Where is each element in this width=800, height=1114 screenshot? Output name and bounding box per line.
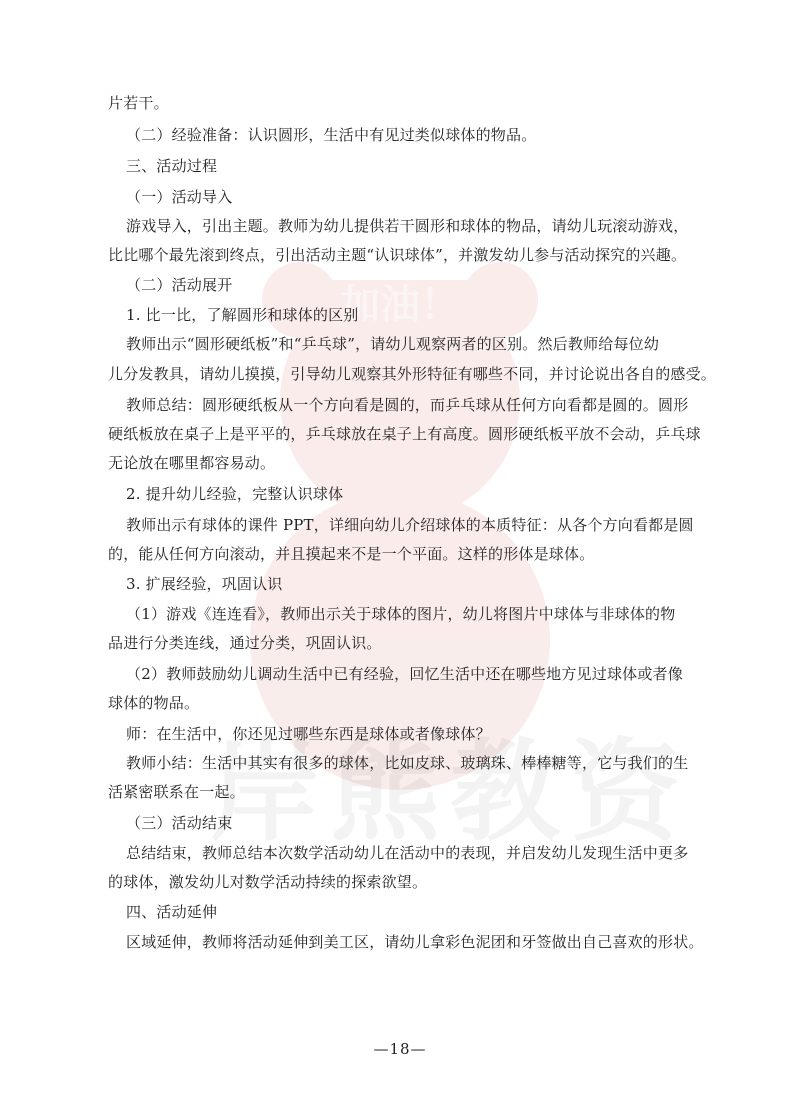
text-line: 无论放在哪里都容易动。 <box>108 454 276 472</box>
text-line: 教师总结：圆形硬纸板从一个方向看是圆的，而乒乓球从任何方向看都是圆的。圆形 <box>126 396 689 414</box>
item-heading: 3. 扩展经验，巩固认识 <box>126 575 283 593</box>
text-line: 片若干。 <box>108 94 169 112</box>
text-line: 游戏导入，引出主题。教师为幼儿提供若干圆形和球体的物品，请幼儿玩滚动游戏， <box>126 217 689 235</box>
text-line: 活紧密联系在一起。 <box>108 783 245 801</box>
text-line: 区域延伸，教师将活动延伸到美工区，请幼儿拿彩色泥团和牙签做出自己喜欢的形状。 <box>126 933 704 951</box>
subsection-heading: （二）活动展开 <box>126 276 233 294</box>
text-line: 师：在生活中，你还见过哪些东西是球体或者像球体？ <box>126 725 491 743</box>
text-line: （1）游戏《连连看》，教师出示关于球体的图片，幼儿将图片中球体与非球体的物 <box>126 605 676 623</box>
text-line: 教师出示有球体的课件 PPT，详细向幼儿介绍球体的本质特征：从各个方向看都是圆 <box>126 516 694 534</box>
text-line: 总结结束，教师总结本次数学活动幼儿在活动中的表现，并启发幼儿发现生活中更多 <box>126 844 689 862</box>
text-line: 教师小结：生活中其实有很多的球体，比如皮球、玻璃珠、棒棒糖等，它与我们的生 <box>126 754 689 772</box>
text-line: 品进行分类连线，通过分类，巩固认识。 <box>108 634 382 652</box>
item-heading: 2. 提升幼儿经验，完整认识球体 <box>126 485 344 503</box>
text-line: 的，能从任何方向滚动，并且摸起来不是一个平面。这样的形体是球体。 <box>108 545 595 563</box>
page-number: —18— <box>373 1040 427 1058</box>
section-heading: 四、活动延伸 <box>126 903 218 921</box>
section-heading: 三、活动过程 <box>126 157 218 175</box>
subsection-heading: （一）活动导入 <box>126 188 233 206</box>
text-line: （2）教师鼓励幼儿调动生活中已有经验，回忆生活中还在哪些地方见过球体或者像 <box>126 665 683 683</box>
text-line: 球体的物品。 <box>108 694 200 712</box>
text-line: 儿分发教具，请幼儿摸摸，引导幼儿观察其外形特征有哪些不同，并讨论说出各自的感受。 <box>108 365 717 383</box>
item-heading: 1. 比一比，了解圆形和球体的区别 <box>126 306 359 324</box>
text-line: （二）经验准备：认识圆形，生活中有见过类似球体的物品。 <box>126 126 537 144</box>
subsection-heading: （三）活动结束 <box>126 814 233 832</box>
text-line: 比比哪个最先滚到终点，引出活动主题“认识球体”，并激发幼儿参与活动探究的兴趣。 <box>108 246 687 264</box>
text-line: 教师出示“圆形硬纸板”和“乒乓球”，请幼儿观察两者的区别。然后教师给每位幼 <box>126 335 660 353</box>
text-line: 硬纸板放在桌子上是平平的，乒乓球放在桌子上有高度。圆形硬纸板平放不会动，乒乓球 <box>108 425 701 443</box>
text-line: 的球体，激发幼儿对数学活动持续的探索欲望。 <box>108 873 428 891</box>
watermark-badge-text: 加油！ <box>340 282 460 328</box>
